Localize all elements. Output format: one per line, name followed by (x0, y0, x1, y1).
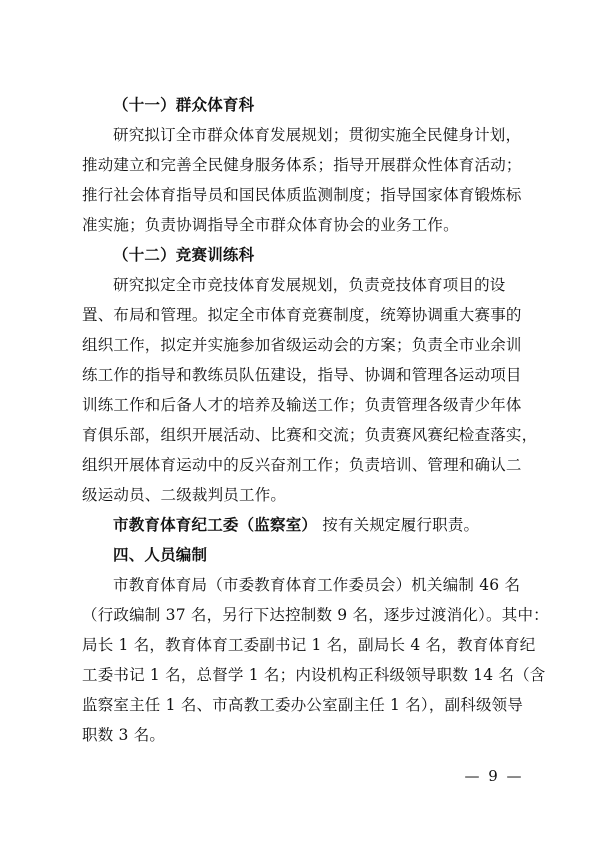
paragraph-line: 组织开展体育运动中的反兴奋剂工作；负责培训、管理和确认二 (82, 456, 522, 474)
paragraph-line: 工委书记 1 名，总督学 1 名；内设机构正科级领导职数 14 名（含 (82, 666, 546, 684)
paragraph-line: 级运动员、二级裁判员工作。 (82, 486, 287, 504)
section-heading-staffing: 四、人员编制 (113, 546, 208, 564)
paragraph-line: 推行社会体育指导员和国民体质监测制度；指导国家体育锻炼标 (82, 186, 522, 204)
paragraph-line: 监察室主任 1 名、市高教工委办公室副主任 1 名），副科级领导 (82, 696, 524, 714)
paragraph-line: （行政编制 37 名，另行下达控制数 9 名，逐步过渡消化）。其中： (82, 606, 549, 624)
paragraph-line: 市教育体育局（市委教育体育工作委员会）机关编制 46 名 (113, 576, 521, 594)
page-content (82, 90, 549, 750)
paragraph-line: 研究拟定全市竞技体育发展规划，负责竞技体育项目的设 (113, 276, 506, 294)
paragraph-line: 推动建立和完善全民健身服务体系；指导开展群众性体育活动； (82, 156, 522, 174)
paragraph-line: 练工作的指导和教练员队伍建设，指导、协调和管理各运动项目 (82, 366, 522, 384)
paragraph-line: 研究拟订全市群众体育发展规划；贯彻实施全民健身计划， (113, 126, 522, 144)
discipline-duty-text: 按有关规定履行职责。 (322, 516, 480, 534)
paragraph-line: 训练工作和后备人才的培养及输送工作；负责管理各级青少年体 (82, 396, 522, 414)
paragraph-line: 局长 1 名，教育体育工委副书记 1 名，副局长 4 名，教育体育纪 (82, 636, 536, 654)
paragraph-line: 育俱乐部，组织开展活动、比赛和交流；负责赛风赛纪检查落实， (82, 426, 538, 444)
paragraph-line: 置、布局和管理。拟定全市体育竞赛制度，统筹协调重大赛事的 (82, 306, 522, 324)
page-number: — 9 — (464, 767, 524, 785)
discipline-paragraph (82, 510, 524, 540)
section-heading-mass-sports: （十一）群众体育科 (113, 96, 255, 114)
paragraph-line: 准实施；负责协调指导全市群众体育协会的业务工作。 (82, 216, 459, 234)
section-heading-competition-training: （十二）竞赛训练科 (113, 246, 255, 264)
paragraph-line: 职数 3 名。 (82, 726, 166, 744)
paragraph-line: 组织工作，拟定并实施参加省级运动会的方案；负责全市业余训 (82, 336, 522, 354)
discipline-committee-name: 市教育体育纪工委（监察室） (113, 516, 318, 534)
